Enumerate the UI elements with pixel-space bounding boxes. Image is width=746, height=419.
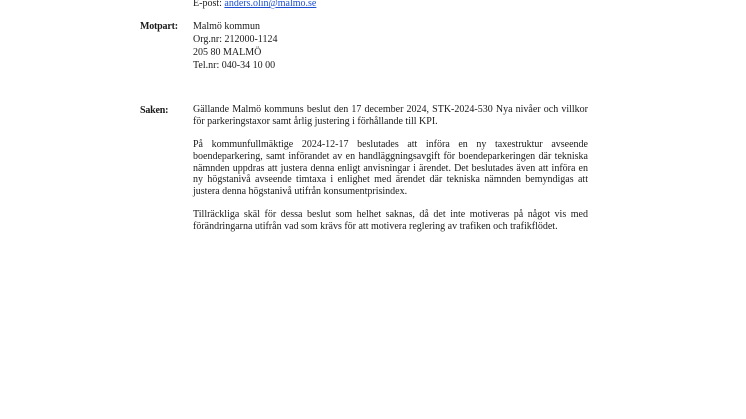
motpart-name: Malmö kommun <box>193 21 260 32</box>
motpart-postal-address: 205 80 MALMÖ <box>193 47 262 58</box>
motpart-org-number: Org.nr: 212000-1124 <box>193 34 278 45</box>
saken-label: Saken: <box>140 105 169 116</box>
email-link[interactable]: anders.olin@malmo.se <box>224 0 317 9</box>
motpart-phone: Tel.nr: 040-34 10 00 <box>193 60 276 71</box>
motpart-details <box>193 20 277 72</box>
saken-body <box>193 104 588 244</box>
motpart-label: Motpart: <box>140 21 178 32</box>
email-line <box>193 0 316 10</box>
saken-paragraph-1: Gällande Malmö kommuns beslut den 17 december 2024, STK-2024-530 Nya nivåer och villkor för parkeringstaxor samt årlig justering i förhållande till KPI. <box>193 104 588 127</box>
email-label: E-post: <box>193 0 222 9</box>
saken-paragraph-2: På kommunfullmäktige 2024-12-17 beslutades att införa en ny taxestruktur avseende boendeparkering, samt införandet av en handläggningsavgift för boendeparkeringen där tekniska nämnden uppdras att justera denna enligt anvisningar i ärendet. Det beslutades även att införa en ny högstanivå avseende timtaxa i enlighet med ärendet där tekniska nämnden bemyndigas att justera denna högstanivå utifrån konsumentprisindex. <box>193 139 588 197</box>
saken-paragraph-3: Tillräckliga skäl för dessa beslut som helhet saknas, då det inte motiveras på något vis med förändringarna utifrån vad som krävs för att motivera reglering av trafiken och trafikflödet. <box>193 209 588 232</box>
